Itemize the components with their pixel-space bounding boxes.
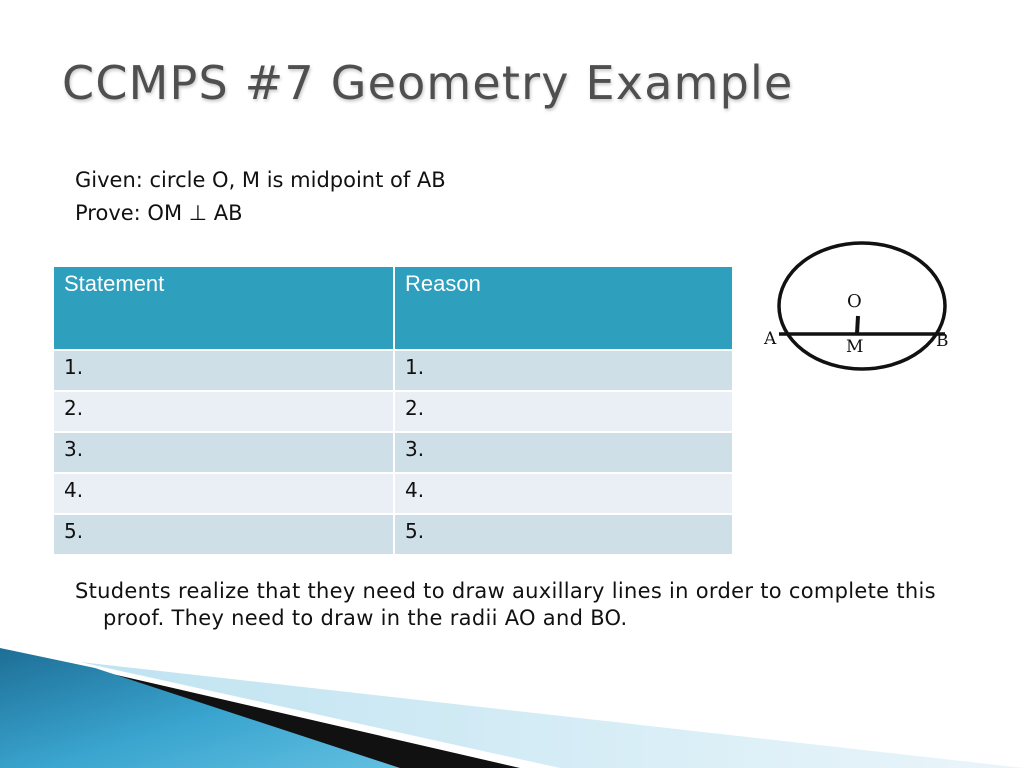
reason-cell: 4. <box>394 473 733 514</box>
slide-title: CCMPS #7 Geometry Example <box>62 56 794 110</box>
reason-cell: 1. <box>394 350 733 391</box>
proof-table <box>52 265 734 556</box>
table-row <box>53 350 733 391</box>
prove-statement: Prove: OM ⊥ AB <box>75 201 243 225</box>
segment-om <box>857 316 858 334</box>
statement-cell: 1. <box>53 350 394 391</box>
header-reason: Reason <box>394 266 733 350</box>
reason-cell: 2. <box>394 391 733 432</box>
swoosh-blue-band <box>0 648 400 768</box>
table-row <box>53 432 733 473</box>
table-row <box>53 473 733 514</box>
table-row <box>53 514 733 555</box>
label-b: B <box>936 331 949 351</box>
label-m: M <box>846 337 864 357</box>
header-statement: Statement <box>53 266 394 350</box>
label-o: O <box>847 291 862 312</box>
teaching-note: Students realize that they need to draw auxillary lines in order to complete this proof. They need to draw in the radii AO and BO. <box>75 579 936 630</box>
reason-cell: 3. <box>394 432 733 473</box>
table-header-row <box>53 266 733 350</box>
label-a: A <box>764 329 777 349</box>
statement-cell: 5. <box>53 514 394 555</box>
given-statement: Given: circle O, M is midpoint of AB <box>75 168 446 192</box>
statement-cell: 3. <box>53 432 394 473</box>
circle-diagram <box>760 238 960 378</box>
table-row <box>53 391 733 432</box>
statement-cell: 2. <box>53 391 394 432</box>
swoosh-black-band <box>30 655 520 768</box>
reason-cell: 5. <box>394 514 733 555</box>
swoosh-pale-band <box>80 662 1024 768</box>
statement-cell: 4. <box>53 473 394 514</box>
